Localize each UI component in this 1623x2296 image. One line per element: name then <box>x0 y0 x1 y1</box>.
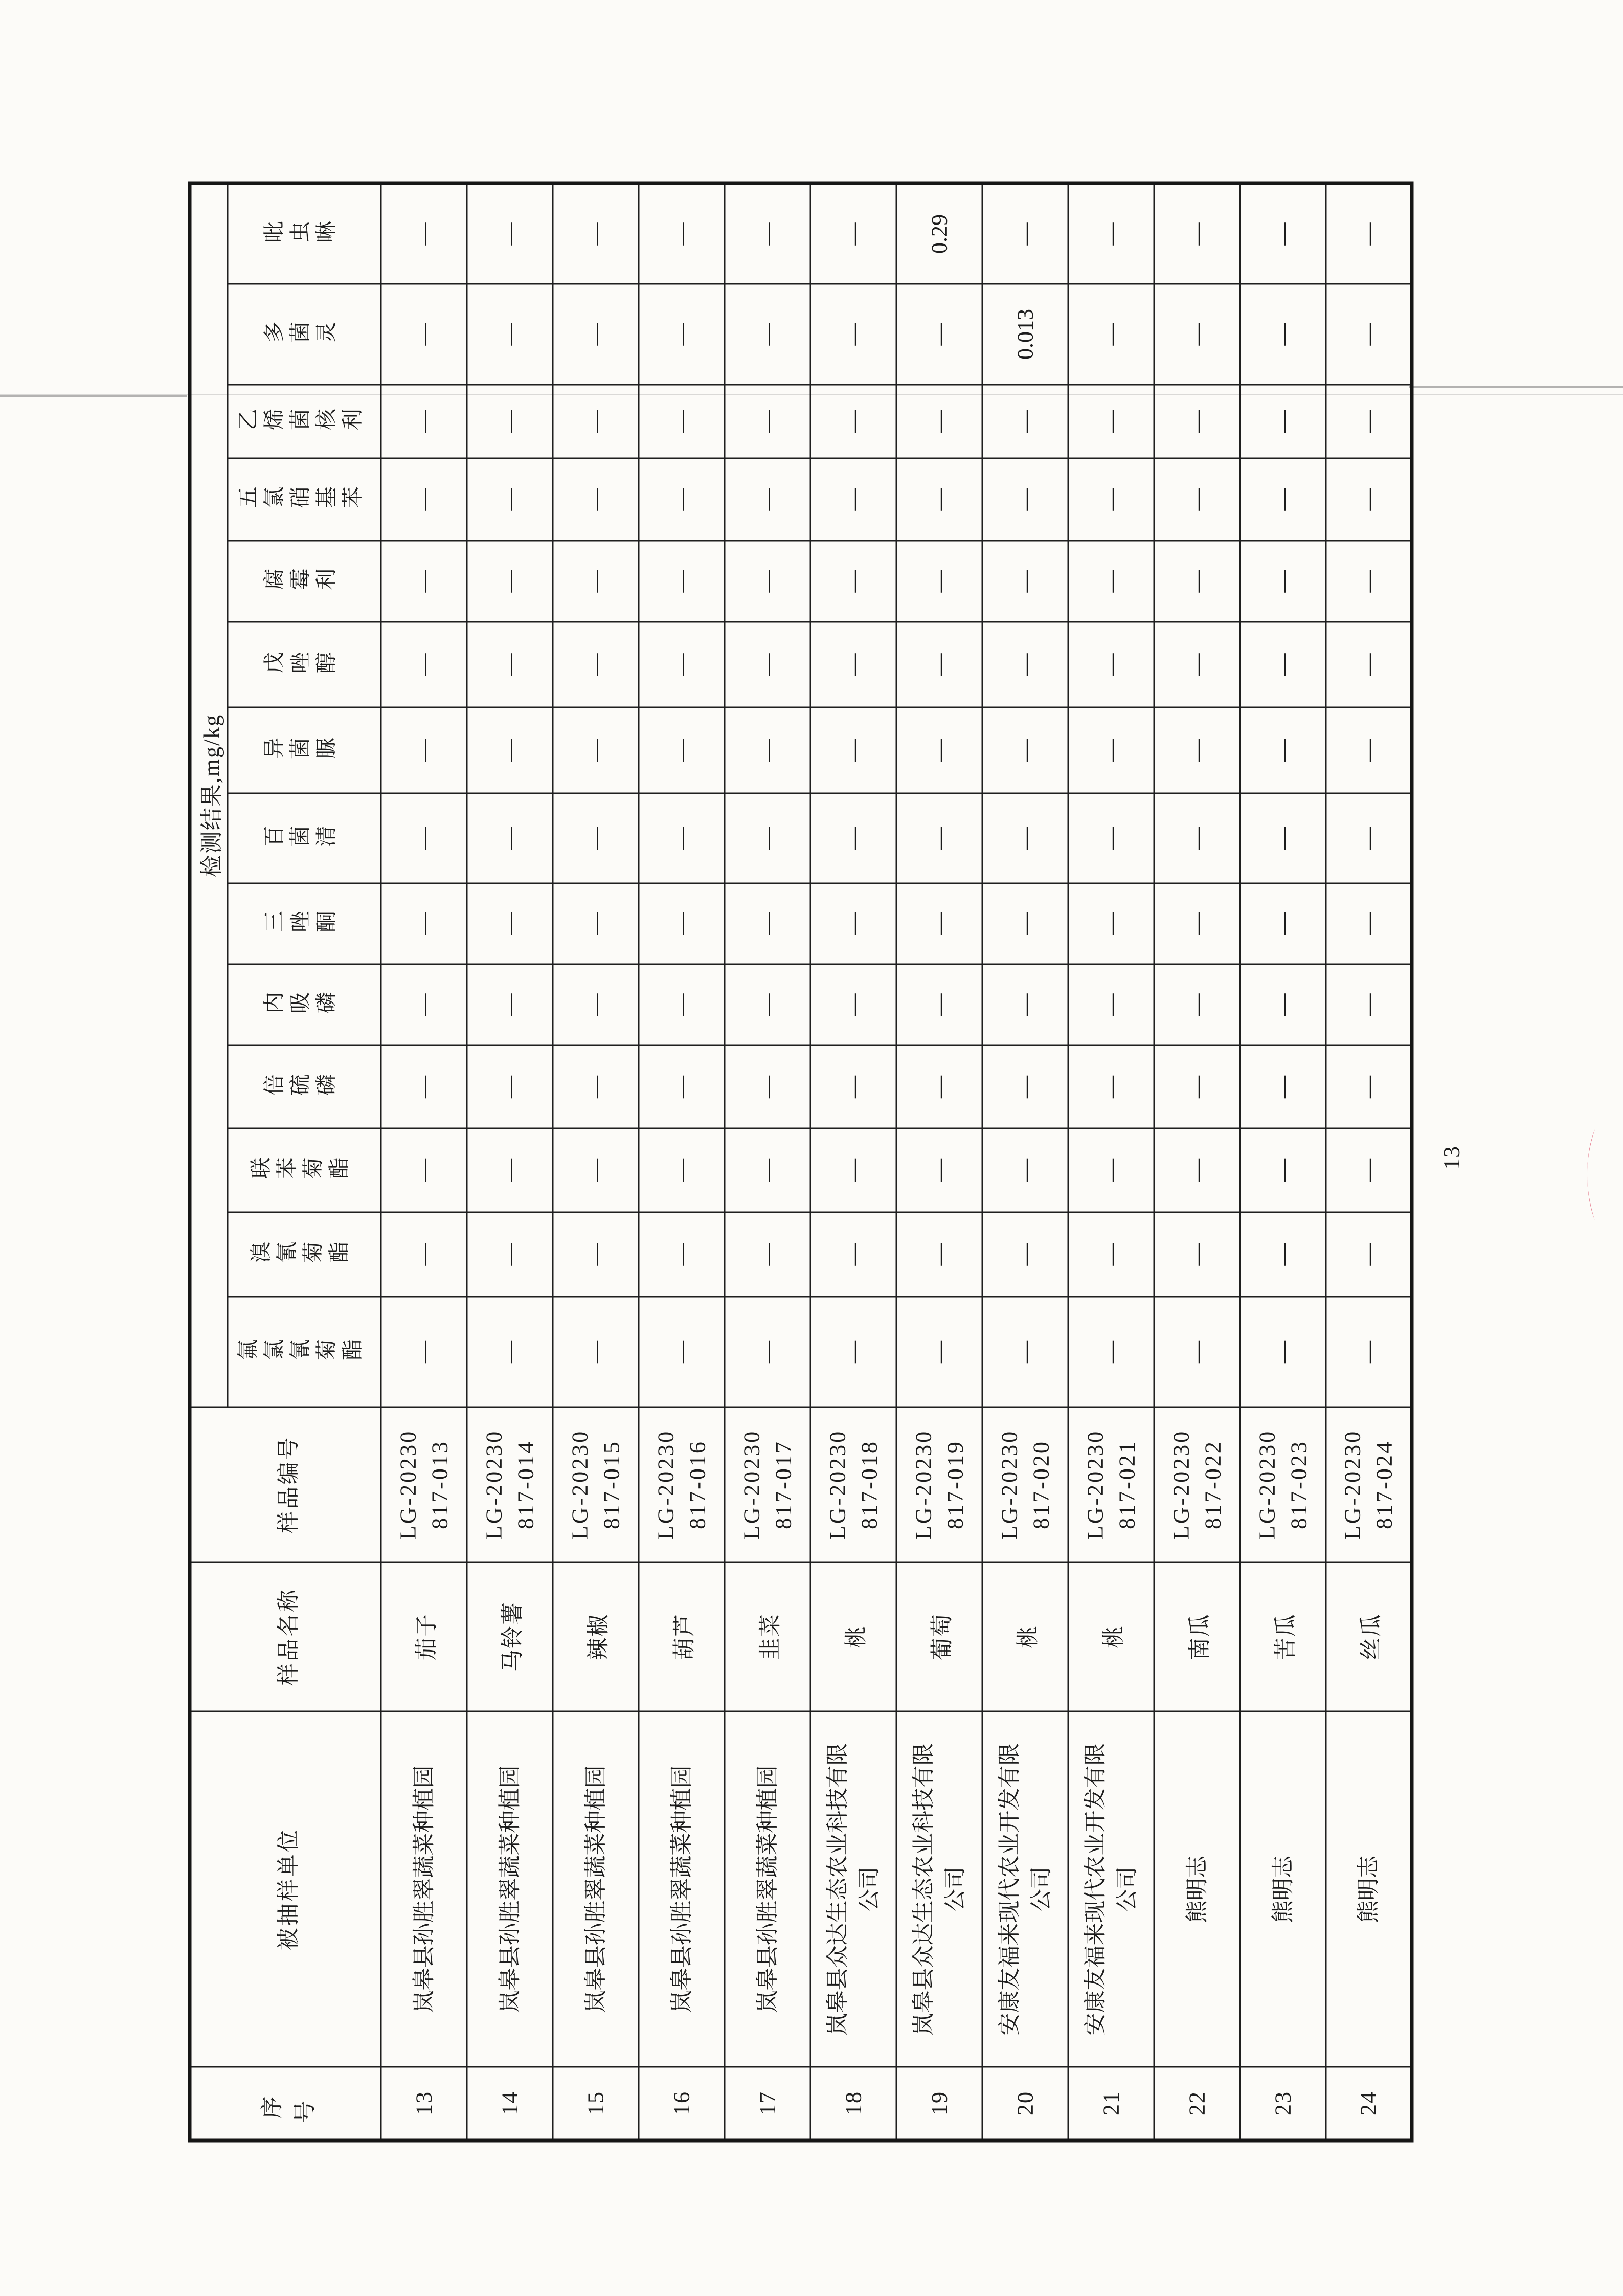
cell-seq: 24 <box>1326 2067 1412 2141</box>
result-cell: — <box>1068 1045 1154 1128</box>
cell-sampled-unit: 岚皋县孙胜翠蔬菜种植园 <box>467 1711 553 2067</box>
page-number: 13 <box>1438 1146 1464 1170</box>
cell-sample-name: 葡萄 <box>896 1562 982 1711</box>
result-cell: — <box>810 458 896 541</box>
result-cell: — <box>1240 1045 1326 1128</box>
cell-seq: 23 <box>1240 2067 1326 2141</box>
result-cell: — <box>982 1212 1068 1297</box>
result-cell: — <box>467 183 553 284</box>
cell-sample-code: LG-20230 817-016 <box>639 1407 725 1562</box>
result-cell: — <box>381 1128 467 1212</box>
result-cell: — <box>725 1297 810 1407</box>
pesticide-header-label: 三唑酮 <box>262 911 341 935</box>
result-cell: — <box>553 183 639 284</box>
cell-sampled-unit: 岚皋县孙胜翠蔬菜种植园 <box>725 1711 810 2067</box>
cell-sample-name: 丝瓜 <box>1326 1562 1412 1711</box>
cell-sample-name: 马铃薯 <box>467 1562 553 1711</box>
col-header-name: 样品名称 <box>190 1562 381 1711</box>
result-cell: — <box>982 541 1068 622</box>
result-cell: — <box>553 883 639 964</box>
sample-row <box>810 183 896 2141</box>
pesticide-header-label: 戊唑醇 <box>262 653 341 677</box>
cell-sample-name: 韭菜 <box>725 1562 810 1711</box>
result-cell: — <box>1326 1128 1412 1212</box>
cell-seq: 13 <box>381 2067 467 2141</box>
cell-sample-code: LG-20230 817-015 <box>553 1407 639 1562</box>
result-cell: — <box>381 183 467 284</box>
cell-sampled-unit: 熊明志 <box>1154 1711 1240 2067</box>
result-cell: — <box>639 622 725 707</box>
cell-seq: 18 <box>810 2067 896 2141</box>
pesticide-header-label: 联苯菊酯 <box>249 1158 354 1182</box>
result-cell: — <box>1154 622 1240 707</box>
result-cell: — <box>982 964 1068 1045</box>
result-cell: — <box>1240 458 1326 541</box>
result-cell: — <box>1326 622 1412 707</box>
result-cell: — <box>1068 541 1154 622</box>
result-cell: — <box>467 1212 553 1297</box>
result-cell: — <box>639 1212 725 1297</box>
result-cell: — <box>381 458 467 541</box>
cell-seq: 20 <box>982 2067 1068 2141</box>
result-cell: — <box>1068 1128 1154 1212</box>
result-cell: — <box>1154 1045 1240 1128</box>
result-cell: — <box>467 385 553 458</box>
result-cell: — <box>639 793 725 883</box>
result-cell: — <box>1326 793 1412 883</box>
result-cell: — <box>1326 541 1412 622</box>
result-cell: — <box>1154 458 1240 541</box>
result-cell: — <box>381 284 467 385</box>
result-cell: — <box>896 284 982 385</box>
sample-row <box>896 183 982 2141</box>
result-cell: — <box>381 1045 467 1128</box>
pesticide-header-label: 腐霉利 <box>262 569 341 593</box>
fold-line <box>0 395 187 397</box>
result-cell: — <box>896 541 982 622</box>
result-cell: — <box>467 1128 553 1212</box>
result-cell: — <box>810 707 896 793</box>
result-cell: — <box>725 1045 810 1128</box>
result-cell: — <box>1326 1212 1412 1297</box>
result-cell: — <box>725 1212 810 1297</box>
sample-row <box>381 183 467 2141</box>
result-cell: — <box>1068 183 1154 284</box>
result-cell: — <box>467 964 553 1045</box>
result-cell: — <box>1326 964 1412 1045</box>
cell-sampled-unit: 岚皋县孙胜翠蔬菜种植园 <box>639 1711 725 2067</box>
pesticide-header-label: 吡虫啉 <box>262 222 341 246</box>
cell-sample-code: LG-20230 817-018 <box>810 1407 896 1562</box>
result-cell: — <box>467 622 553 707</box>
result-cell: — <box>982 1128 1068 1212</box>
result-cell: — <box>1326 1045 1412 1128</box>
result-cell: — <box>982 183 1068 284</box>
result-cell: — <box>982 1297 1068 1407</box>
result-cell: — <box>1326 458 1412 541</box>
cell-seq: 22 <box>1154 2067 1240 2141</box>
result-cell: — <box>725 883 810 964</box>
result-cell: — <box>381 622 467 707</box>
col-header-unit: 被抽样单位 <box>190 1711 381 2067</box>
result-cell: — <box>1068 284 1154 385</box>
result-cell: — <box>896 1212 982 1297</box>
result-cell: — <box>1326 1297 1412 1407</box>
result-cell: 0.013 <box>982 284 1068 385</box>
cell-sample-name: 桃 <box>982 1562 1068 1711</box>
cell-sampled-unit: 安康友福来现代农业开发有限 公司 <box>982 1711 1068 2067</box>
result-cell: — <box>982 385 1068 458</box>
pesticide-header <box>228 183 381 284</box>
cell-sample-name: 葫芦 <box>639 1562 725 1711</box>
result-cell: — <box>810 1212 896 1297</box>
result-cell: — <box>1068 707 1154 793</box>
result-cell: — <box>381 883 467 964</box>
pesticide-header-label: 溴氰菊酯 <box>249 1242 354 1266</box>
result-cell: — <box>553 1212 639 1297</box>
result-cell: — <box>639 541 725 622</box>
result-cell: — <box>639 385 725 458</box>
result-cell: — <box>467 883 553 964</box>
result-cell: — <box>1326 284 1412 385</box>
stamp-mark <box>1581 1128 1596 1221</box>
cell-sample-name: 辣椒 <box>553 1562 639 1711</box>
cell-sampled-unit: 岚皋县众达生态农业科技有限 公司 <box>896 1711 982 2067</box>
result-cell: — <box>725 458 810 541</box>
sample-row <box>982 183 1068 2141</box>
result-cell: — <box>896 1045 982 1128</box>
result-cell: — <box>896 793 982 883</box>
result-cell: — <box>639 183 725 284</box>
cell-sampled-unit: 安康友福来现代农业开发有限 公司 <box>1068 1711 1154 2067</box>
result-cell: — <box>1154 1128 1240 1212</box>
result-cell: — <box>553 1045 639 1128</box>
result-cell: — <box>810 622 896 707</box>
result-cell: — <box>553 964 639 1045</box>
result-cell: — <box>1154 883 1240 964</box>
result-cell: — <box>381 964 467 1045</box>
result-cell: — <box>467 707 553 793</box>
result-cell: — <box>1240 883 1326 964</box>
result-cell: — <box>381 707 467 793</box>
result-cell: — <box>810 284 896 385</box>
pesticide-header <box>228 1297 381 1407</box>
result-cell: — <box>896 385 982 458</box>
pesticide-header <box>228 541 381 622</box>
sample-row <box>1326 183 1412 2141</box>
pesticide-header-label: 乙烯菌核利 <box>236 409 367 433</box>
pesticide-header <box>228 284 381 385</box>
cell-sampled-unit: 熊明志 <box>1326 1711 1412 2067</box>
result-cell: — <box>810 1128 896 1212</box>
pesticide-header-label: 倍硫磷 <box>262 1075 341 1099</box>
result-cell: — <box>639 707 725 793</box>
result-cell: — <box>1154 183 1240 284</box>
result-cell: — <box>982 707 1068 793</box>
result-cell: — <box>553 458 639 541</box>
cell-sample-code: LG-20230 817-021 <box>1068 1407 1154 1562</box>
result-cell: — <box>982 883 1068 964</box>
cell-seq: 19 <box>896 2067 982 2141</box>
cell-sample-name: 茄子 <box>381 1562 467 1711</box>
sample-row <box>725 183 810 2141</box>
result-cell: — <box>639 458 725 541</box>
result-cell: — <box>467 1297 553 1407</box>
result-cell: — <box>982 458 1068 541</box>
result-cell: — <box>896 883 982 964</box>
sample-row <box>553 183 639 2141</box>
result-cell: — <box>553 622 639 707</box>
result-cell: — <box>381 1297 467 1407</box>
result-cell: — <box>725 385 810 458</box>
result-cell: — <box>1068 458 1154 541</box>
result-cell: — <box>810 385 896 458</box>
result-cell: — <box>1240 183 1326 284</box>
results-table <box>188 181 1414 2142</box>
result-cell: — <box>1240 1212 1326 1297</box>
result-cell: — <box>1240 385 1326 458</box>
pesticide-header <box>228 622 381 707</box>
result-cell: — <box>381 1212 467 1297</box>
result-cell: — <box>982 1045 1068 1128</box>
cell-seq: 14 <box>467 2067 553 2141</box>
cell-sampled-unit: 岚皋县众达生态农业科技有限 公司 <box>810 1711 896 2067</box>
result-cell: — <box>896 1128 982 1212</box>
pesticide-header-label: 内吸磷 <box>262 993 341 1017</box>
result-cell: — <box>553 1297 639 1407</box>
pesticide-header <box>228 707 381 793</box>
result-cell: — <box>725 541 810 622</box>
cell-sample-code: LG-20230 817-017 <box>725 1407 810 1562</box>
result-cell: — <box>1154 284 1240 385</box>
cell-sample-code: LG-20230 817-024 <box>1326 1407 1412 1562</box>
result-cell: — <box>639 1128 725 1212</box>
cell-sampled-unit: 岚皋县孙胜翠蔬菜种植园 <box>553 1711 639 2067</box>
result-cell: — <box>1240 1128 1326 1212</box>
result-cell: — <box>1240 541 1326 622</box>
result-cell: — <box>1240 707 1326 793</box>
result-cell: — <box>1240 964 1326 1045</box>
rotated-table-container <box>188 185 1413 2143</box>
result-cell: — <box>1326 883 1412 964</box>
cell-sampled-unit: 岚皋县孙胜翠蔬菜种植园 <box>381 1711 467 2067</box>
cell-sampled-unit: 熊明志 <box>1240 1711 1326 2067</box>
pesticide-header <box>228 1128 381 1212</box>
result-cell: — <box>896 622 982 707</box>
result-cell: — <box>1154 1212 1240 1297</box>
result-cell: — <box>1154 385 1240 458</box>
result-cell: — <box>639 964 725 1045</box>
result-cell: — <box>1068 1297 1154 1407</box>
result-cell: — <box>381 385 467 458</box>
cell-sample-name: 南瓜 <box>1154 1562 1240 1711</box>
result-cell: — <box>1326 183 1412 284</box>
result-cell: — <box>1240 793 1326 883</box>
pesticide-header <box>228 793 381 883</box>
result-cell: — <box>553 541 639 622</box>
result-cell: — <box>1240 284 1326 385</box>
result-cell: — <box>982 622 1068 707</box>
result-cell: — <box>1068 883 1154 964</box>
result-cell: — <box>381 793 467 883</box>
result-cell: — <box>639 1045 725 1128</box>
result-cell: — <box>467 458 553 541</box>
pesticide-header <box>228 1045 381 1128</box>
result-cell: — <box>725 964 810 1045</box>
result-cell: — <box>639 1297 725 1407</box>
pesticide-header-label: 异菌脲 <box>262 738 341 762</box>
col-header-code: 样品编号 <box>190 1407 381 1562</box>
cell-sample-code: LG-20230 817-020 <box>982 1407 1068 1562</box>
result-cell: — <box>810 541 896 622</box>
result-cell: — <box>725 707 810 793</box>
result-cell: — <box>639 883 725 964</box>
sample-row <box>1154 183 1240 2141</box>
result-cell: — <box>810 183 896 284</box>
result-cell: — <box>1240 1297 1326 1407</box>
cell-sample-code: LG-20230 817-013 <box>381 1407 467 1562</box>
result-cell: — <box>725 1128 810 1212</box>
result-cell: — <box>467 541 553 622</box>
result-cell: — <box>467 284 553 385</box>
result-cell: 0.29 <box>896 183 982 284</box>
result-cell: — <box>896 964 982 1045</box>
result-cell: — <box>1326 385 1412 458</box>
col-header-seq: 序号 <box>190 2067 381 2141</box>
pesticide-header-label: 多菌灵 <box>262 322 341 346</box>
pesticide-header <box>228 964 381 1045</box>
cell-sample-name: 桃 <box>1068 1562 1154 1711</box>
cell-seq: 15 <box>553 2067 639 2141</box>
result-cell: — <box>896 458 982 541</box>
result-cell: — <box>725 622 810 707</box>
result-cell: — <box>467 793 553 883</box>
result-cell: — <box>467 1045 553 1128</box>
result-cell: — <box>1154 1297 1240 1407</box>
cell-seq: 16 <box>639 2067 725 2141</box>
result-cell: — <box>1068 622 1154 707</box>
group-header-results: 检测结果,mg/kg <box>190 183 228 1407</box>
result-cell: — <box>810 1045 896 1128</box>
result-cell: — <box>1154 541 1240 622</box>
result-cell: — <box>810 964 896 1045</box>
result-cell: — <box>1068 385 1154 458</box>
result-cell: — <box>1068 793 1154 883</box>
result-cell: — <box>639 284 725 385</box>
pesticide-header <box>228 1212 381 1297</box>
pesticide-header-label: 氟氯氰菊酯 <box>236 1340 367 1364</box>
result-cell: — <box>810 1297 896 1407</box>
result-cell: — <box>1154 793 1240 883</box>
result-cell: — <box>810 883 896 964</box>
result-cell: — <box>810 793 896 883</box>
result-cell: — <box>1154 707 1240 793</box>
result-cell: — <box>1326 707 1412 793</box>
result-cell: — <box>553 385 639 458</box>
sample-row <box>1068 183 1154 2141</box>
sample-row <box>639 183 725 2141</box>
result-cell: — <box>1154 964 1240 1045</box>
pesticide-header-label: 五氯硝基苯 <box>236 487 367 511</box>
result-cell: — <box>553 793 639 883</box>
result-cell: — <box>982 793 1068 883</box>
cell-sample-name: 苦瓜 <box>1240 1562 1326 1711</box>
result-cell: — <box>1068 964 1154 1045</box>
cell-seq: 21 <box>1068 2067 1154 2141</box>
result-cell: — <box>1240 622 1326 707</box>
sample-row <box>1240 183 1326 2141</box>
result-cell: — <box>553 284 639 385</box>
pesticide-header <box>228 385 381 458</box>
result-cell: — <box>553 707 639 793</box>
pesticide-header <box>228 458 381 541</box>
pesticide-header-label: 百菌清 <box>262 826 341 850</box>
result-cell: — <box>725 793 810 883</box>
cell-sample-code: LG-20230 817-019 <box>896 1407 982 1562</box>
result-cell: — <box>381 541 467 622</box>
fold-line <box>1409 386 1623 388</box>
cell-sample-name: 桃 <box>810 1562 896 1711</box>
cell-sample-code: LG-20230 817-014 <box>467 1407 553 1562</box>
result-cell: — <box>553 1128 639 1212</box>
result-cell: — <box>725 284 810 385</box>
result-cell: — <box>1068 1212 1154 1297</box>
cell-sample-code: LG-20230 817-023 <box>1240 1407 1326 1562</box>
sample-row <box>467 183 553 2141</box>
cell-seq: 17 <box>725 2067 810 2141</box>
cell-sample-code: LG-20230 817-022 <box>1154 1407 1240 1562</box>
result-cell: — <box>896 1297 982 1407</box>
result-cell: — <box>725 183 810 284</box>
pesticide-header <box>228 883 381 964</box>
result-cell: — <box>896 707 982 793</box>
